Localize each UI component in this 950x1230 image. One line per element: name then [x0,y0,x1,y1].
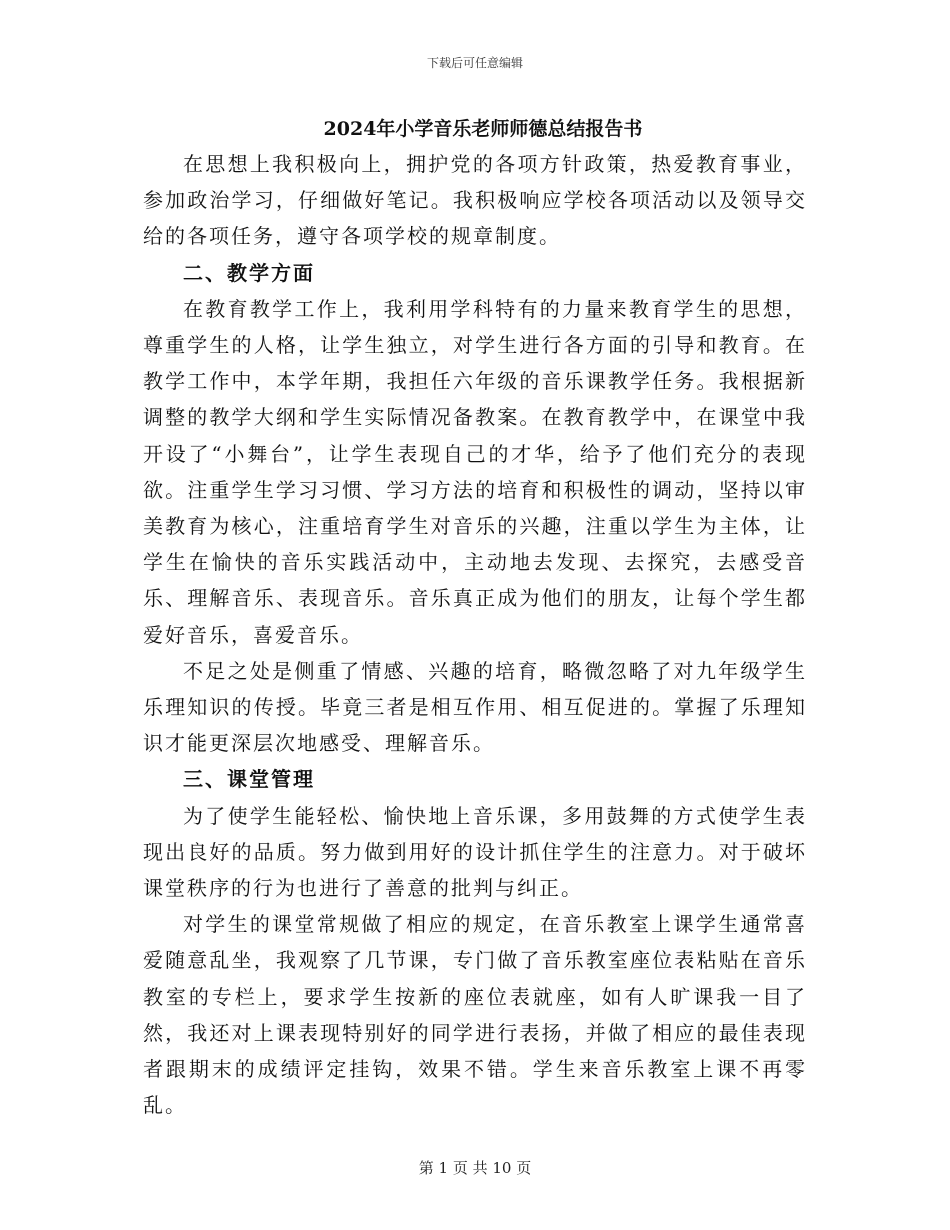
document-body [143,112,807,1123]
paragraph-shortcomings: 不足之处是侧重了情感、兴趣的培育，略微忽略了对九年级学生乐理知识的传授。毕竟三者是相互作用、相互促进的。掌握了乐理知识才能更深层次地感受、理解音乐。 [143,658,807,756]
section-heading-teaching: 二、教学方面 [183,260,315,285]
paragraph-classroom-1: 为了使学生能轻松、愉快地上音乐课，多用鼓舞的方式使学生表现出良好的品质。努力做到用好的设计抓住学生的注意力。对于破坏课堂秩序的行为也进行了善意的批判与纠正。 [143,803,807,901]
page-header: 下载后可任意编辑 [426,56,523,70]
document-title: 2024年小学音乐老师师德总结报告书 [323,118,643,140]
page-footer: 第 1 页 共 10 页 [418,1159,532,1177]
section-heading-classroom: 三、课堂管理 [183,767,315,792]
paragraph-teaching: 在教育教学工作上，我利用学科特有的力量来教育学生的思想，尊重学生的人格，让学生独立，对学生进行各方面的引导和教育。在教学工作中，本学年期，我担任六年级的音乐课教学任务。我根据新调整的教学大纲和学生实际情况备教案。在教育教学中，在课堂中我开设了“小舞台”，让学生表现自己的才华，给予了他们充分的表现欲。注重学生学习习惯、学习方法的培育和积极性的调动，坚持以审美教育为核心，注重培育学生对音乐的兴趣，注重以学生为主体，让学生在愉快的音乐实践活动中，主动地去发现、去探究，去感受音乐、理解音乐、表现音乐。音乐真正成为他们的朋友，让每个学生都爱好音乐，喜爱音乐。 [143,296,807,647]
paragraph-intro: 在思想上我积极向上，拥护党的各项方针政策，热爱教育事业，参加政治学习，仔细做好笔记。我积极响应学校各项活动以及领导交给的各项任务，遵守各项学校的规章制度。 [143,152,807,249]
paragraph-classroom-2: 对学生的课堂常规做了相应的规定，在音乐教室上课学生通常喜爱随意乱坐，我观察了几节课，专门做了音乐教室座位表粘贴在音乐教室的专栏上，要求学生按新的座位表就座，如有人旷课我一目了然，我还对上课表现特别好的同学进行表扬，并做了相应的最佳表现者跟期末的成绩评定挂钩，效果不错。学生来音乐教室上课不再零乱。 [143,912,807,1118]
